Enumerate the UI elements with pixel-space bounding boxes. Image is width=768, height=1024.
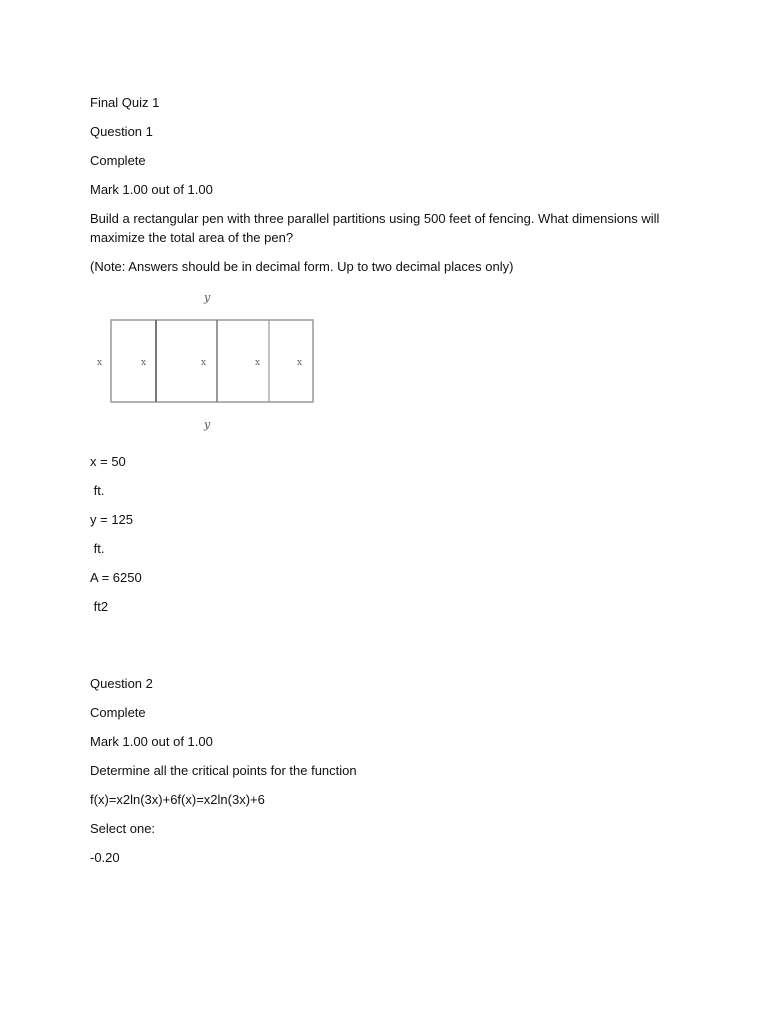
diagram-label-top: y <box>204 291 211 304</box>
answer-y-unit: ft. <box>90 541 105 556</box>
question-2-heading: Question 2 <box>90 676 153 691</box>
question-2-function: f(x)=x2ln(3x)+6f(x)=x2ln(3x)+6 <box>90 792 265 807</box>
question-1-note: (Note: Answers should be in decimal form. Up to two decimal places only) <box>90 259 514 274</box>
question-1-mark: Mark 1.00 out of 1.00 <box>90 182 213 197</box>
question-2-select-label: Select one: <box>90 821 156 836</box>
side-label-5: x <box>297 358 303 368</box>
answer-area-unit: ft2 <box>90 599 109 614</box>
quiz-title: Final Quiz 1 <box>90 95 160 110</box>
question-2-prompt: Determine all the critical points for the function <box>90 763 357 778</box>
question-1-prompt: Build a rectangular pen with three parallel partitions using 500 feet of fencing. What dimensions will maximize the total area of the pen? <box>90 211 660 245</box>
question-2-mark: Mark 1.00 out of 1.00 <box>90 734 213 749</box>
question-1-heading: Question 1 <box>90 124 153 139</box>
answer-area: A = 6250 <box>90 570 142 585</box>
side-label-3: x <box>201 358 207 368</box>
answer-x-unit: ft. <box>90 483 105 498</box>
answer-y: y = 125 <box>90 512 134 527</box>
question-2-option: -0.20 <box>90 850 120 865</box>
question-2-status: Complete <box>90 705 146 720</box>
side-label-1: x <box>97 358 103 368</box>
answer-x: x = 50 <box>90 454 126 469</box>
side-label-4: x <box>255 358 261 368</box>
pen-diagram <box>90 285 330 435</box>
diagram-label-bottom: y <box>204 418 211 431</box>
question-1-status: Complete <box>90 153 146 168</box>
side-label-2: x <box>141 358 147 368</box>
